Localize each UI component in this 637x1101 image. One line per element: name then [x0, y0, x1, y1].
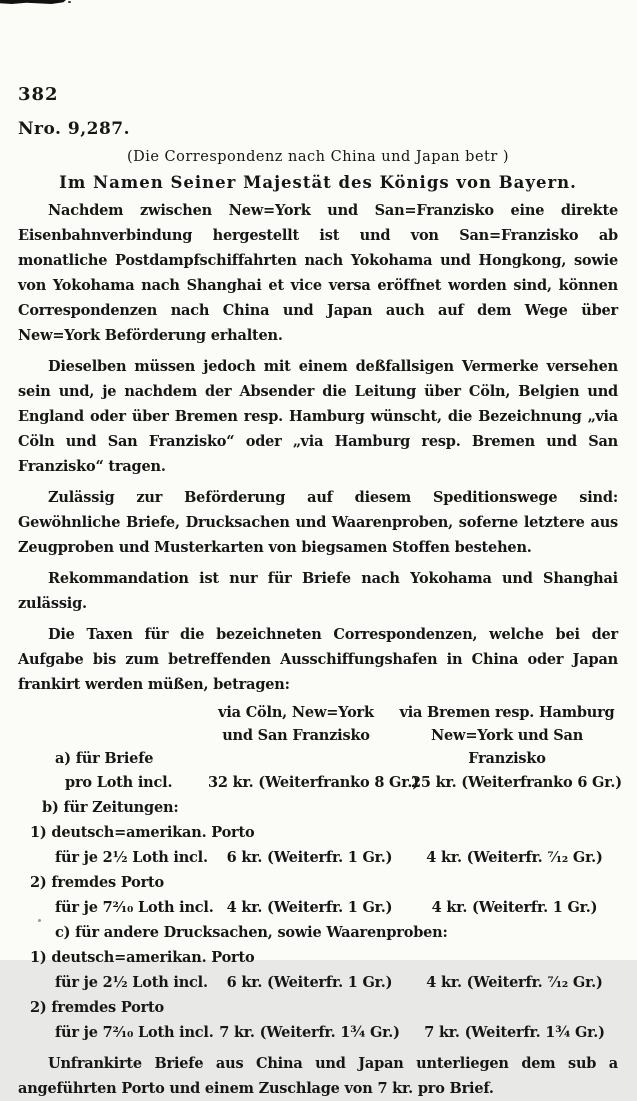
column-header-line: via Bremen resp. Hamburg [399, 704, 615, 721]
column-header-via-coeln [196, 701, 396, 770]
paragraph-rates-intro: Die Taxen für die bezeichneten Correspondenzen, welche bei der Aufgabe bis zum betreffenden Ausschiffungshafen in China oder Japan frankirt werden müßen, betragen: [18, 626, 618, 693]
row-label-letters: a) für Briefe [55, 750, 154, 767]
document-number: Nro. 9,287. [18, 119, 131, 139]
tariff-table [18, 701, 622, 1045]
rate-via-coeln: 4 kr. (Weiterfr. 1 Gr.) [226, 899, 393, 916]
paragraph-admissible-items: Zulässig zur Beförderung auf diesem Speditionswege sind: Gewöhnliche Briefe, Drucksachen und Waarenproben, soferne letztere aus Zeugproben und Musterkarten von biegsamen Stoffen bestehen. [18, 489, 618, 556]
rate-label: für je 7²⁄₁₀ Loth incl. [55, 1024, 214, 1041]
tariff-item-german-american-porto: 1) deutsch=amerikan. Porto [30, 824, 255, 841]
column-header-line: via Cöln, New=York [218, 704, 374, 721]
rate-label: für je 2½ Loth incl. [55, 849, 208, 866]
rate-label: für je 7²⁄₁₀ Loth incl. [55, 899, 214, 916]
subject-line: (Die Correspondenz nach China und Japan betr ) [126, 149, 510, 165]
tariff-section-newspapers: b) für Zeitungen: [42, 799, 179, 816]
page-content [18, 84, 622, 1101]
tariff-row-printed-foreign [18, 1020, 618, 1045]
paragraph-unfranked-letters: Unfrankirte Briefe aus China und Japan unterliegen dem sub a angeführten Porto und einem Zuschlage von 7 kr. pro Brief. [18, 1055, 618, 1097]
rate-via-coeln: 7 kr. (Weiterfr. 1¾ Gr.) [219, 1024, 400, 1041]
column-header-via-bremen [396, 701, 618, 770]
rate-via-bremen: 4 kr. (Weiterfr. 1 Gr.) [431, 899, 598, 916]
rate-via-bremen: 4 kr. (Weiterfr. ⁷⁄₁₂ Gr.) [426, 974, 603, 991]
paragraph-routing-note: Dieselben müssen jedoch mit einem deßfallsigen Vermerke versehen sein und, je nachdem der Absender die Leitung über Cöln, Belgien und England oder über Bremen resp. Hamburg wünscht, die Bezeichnung „via Cöln und San Franzisko“ oder „via Hamburg resp. Bremen und San Franzisko“ tragen. [18, 358, 618, 475]
rate-via-bremen: 25 kr. (Weiterfranko 6 Gr.) [411, 774, 622, 791]
paragraph-registration: Rekommandation ist nur für Briefe nach Yokohama und Shanghai zulässig. [18, 570, 618, 612]
scan-ink-dot [68, 1, 71, 3]
tariff-section-printed-matter: c) für andere Drucksachen, sowie Waarenproben: [55, 924, 448, 941]
rate-label: pro Loth incl. [65, 774, 173, 791]
tariff-row-letters [18, 770, 622, 795]
rate-label: für je 2½ Loth incl. [55, 974, 208, 991]
paragraph-railway-intro: Nachdem zwischen New=York und San=Franzisko eine direkte Eisenbahnverbindung hergestellt ist und von San=Franzisko ab monatliche Postdampfschiffahrten nach Yokohama und Hongkong, sowie von Yokohama nach Shanghai et vice versa eröffnet worden sind, können Correspondenzen nach China und Japan auch auf dem Wege über New=York Beförderung erhalten. [18, 202, 618, 344]
rate-via-coeln: 6 kr. (Weiterfr. 1 Gr.) [226, 849, 393, 866]
royal-heading: Im Namen Seiner Majestät des Königs von Bayern. [59, 173, 577, 192]
tariff-row-newspapers-foreign [18, 895, 618, 920]
tariff-item-german-american-porto: 1) deutsch=amerikan. Porto [30, 949, 255, 966]
column-header-line: und San Franzisko [222, 727, 370, 744]
rate-via-bremen: 7 kr. (Weiterfr. 1¾ Gr.) [424, 1024, 605, 1041]
page-number: 382 [18, 84, 59, 105]
tariff-row-newspapers-german [18, 845, 618, 870]
rate-via-coeln: 6 kr. (Weiterfr. 1 Gr.) [226, 974, 393, 991]
tariff-table-header [18, 701, 618, 770]
tariff-row-printed-german [18, 970, 618, 995]
rate-via-bremen: 4 kr. (Weiterfr. ⁷⁄₁₂ Gr.) [426, 849, 603, 866]
column-header-line: New=York und San Franzisko [430, 727, 584, 767]
rate-via-coeln: 32 kr. (Weiterfranko 8 Gr.) [208, 774, 419, 791]
scan-edge-smudge [0, 0, 66, 4]
tariff-item-foreign-porto: 2) fremdes Porto [30, 874, 165, 891]
tariff-item-foreign-porto: 2) fremdes Porto [30, 999, 165, 1016]
